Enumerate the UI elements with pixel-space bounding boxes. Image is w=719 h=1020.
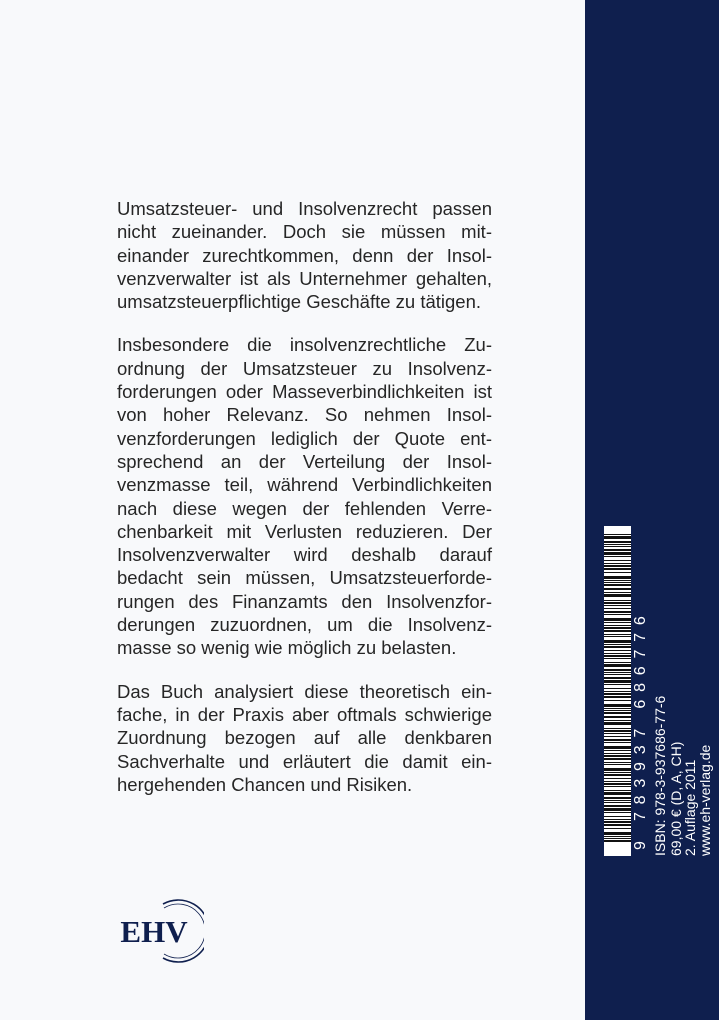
barcode-bar	[604, 622, 631, 623]
barcode-bar	[604, 712, 631, 714]
barcode-bar	[604, 790, 631, 791]
barcode-bar	[604, 800, 631, 801]
barcode-bar	[604, 828, 631, 829]
barcode-bar	[604, 625, 631, 626]
barcode-bar	[604, 840, 631, 842]
barcode-bar	[604, 688, 631, 689]
barcode-bar	[604, 614, 631, 615]
barcode-bar	[604, 739, 631, 741]
barcode-bar	[604, 704, 631, 707]
edition-text: 2. Auflage 2011	[682, 759, 698, 856]
barcode-bar	[604, 556, 631, 557]
barcode	[604, 526, 631, 856]
barcode-bar	[604, 658, 631, 659]
barcode-bar	[604, 693, 631, 695]
barcode-bar	[604, 627, 631, 629]
barcode-bar	[604, 684, 631, 685]
barcode-bar	[604, 650, 631, 651]
barcode-bar	[604, 653, 631, 654]
ehv-logo-icon	[108, 898, 204, 964]
barcode-bar	[604, 680, 631, 683]
barcode-bar	[604, 764, 631, 765]
barcode-bar	[604, 720, 631, 721]
barcode-bar	[604, 544, 631, 545]
barcode-bar	[604, 750, 631, 751]
barcode-bar	[604, 630, 631, 632]
blurb-text	[117, 197, 492, 816]
ehv-logo	[108, 898, 204, 964]
barcode-bar	[604, 640, 631, 643]
barcode-bar	[604, 552, 631, 555]
barcode-bar	[604, 646, 631, 648]
barcode-bar	[604, 655, 631, 657]
barcode-bar	[604, 588, 631, 590]
barcode-bar	[604, 618, 631, 621]
barcode-bar	[604, 808, 631, 811]
barcode-bar	[604, 746, 631, 749]
barcode-bar	[604, 634, 631, 635]
blurb-paragraph-2: Insbesondere die insolvenzrechtliche Zuordnung der Umsatzsteuer zu Insolvenzforderungen oder Masseverbindlichkeiten ist von hoher Relevanz. So nehmen Insolvenzforderungen lediglich der Quote entsprechend an der Verteilung der Insolvenzmasse teil, während Verbindlichkeiten nach diese wegen der fehlenden Verrechenbarkeit mit Verlusten reduzieren. Der Insolvenzverwalter wird deshalb darauf bedacht sein müssen, Umsatzsteuerforderungen des Finanzamts den Insolvenzforderungen zuzuordnen, um die Insolvenzmasse so wenig wie möglich zu belasten.	[117, 334, 492, 659]
barcode-bar	[604, 774, 631, 776]
barcode-bar	[604, 592, 631, 593]
barcode-bar	[604, 549, 631, 551]
barcode-bar	[604, 812, 631, 813]
website-text: www.eh-verlag.de	[697, 744, 713, 856]
barcode-bar	[604, 594, 631, 597]
barcode-bar	[604, 816, 631, 817]
barcode-bar	[604, 580, 631, 581]
barcode-bar	[604, 636, 631, 637]
barcode-bar	[604, 722, 631, 725]
barcode-bar	[604, 563, 631, 564]
barcode-bar	[604, 778, 631, 779]
barcode-bar	[604, 824, 631, 826]
barcode-digits: 9 783937 686776	[632, 608, 649, 850]
barcode-bar	[604, 730, 631, 732]
barcode-bar	[604, 832, 631, 835]
barcode-bar	[604, 700, 631, 701]
blurb-paragraph-3: Das Buch analysiert diese theoretisch einfache, in der Praxis aber oftmals schwierige Zuordnung bezogen auf alle denkbaren Sachverhalte und erläutert die damit einhergehenden Chancen und Risiken.	[117, 680, 492, 795]
barcode-bar	[604, 541, 631, 543]
barcode-bar	[604, 728, 631, 729]
barcode-bar	[604, 755, 631, 757]
barcode-bar	[604, 838, 631, 839]
barcode-bar	[604, 708, 631, 709]
barcode-bar	[604, 662, 631, 663]
barcode-bar	[604, 691, 631, 692]
barcode-bar	[604, 696, 631, 698]
barcode-bar	[604, 674, 631, 675]
spine-panel	[585, 0, 719, 1020]
barcode-bar	[604, 786, 631, 787]
barcode-bar	[604, 534, 631, 535]
barcode-bar	[604, 802, 631, 803]
barcode-bar	[604, 644, 631, 645]
barcode-bar	[604, 758, 631, 760]
barcode-bar	[604, 792, 631, 795]
barcode-bar	[604, 602, 631, 604]
barcode-bar	[604, 664, 631, 667]
barcode-bar	[604, 572, 631, 573]
book-info-block	[604, 526, 713, 856]
barcode-bar	[604, 677, 631, 679]
barcode-bar	[604, 568, 631, 570]
barcode-bar	[604, 821, 631, 823]
barcode-bar	[604, 783, 631, 785]
blurb-paragraph-1: Umsatzsteuer- und Insolvenzrecht passen nicht zueinander. Doch sie müssen miteinander zurechtkommen, denn der Insolvenzverwalter ist als Unternehmer gehalten, umsatzsteuerpflichtige Geschäfte zu tätigen.	[117, 198, 492, 313]
barcode-bar	[604, 565, 631, 567]
barcode-bar	[604, 672, 631, 673]
barcode-bar	[604, 753, 631, 754]
barcode-bar	[604, 733, 631, 734]
barcode-bar	[604, 710, 631, 711]
barcode-bar	[604, 772, 631, 773]
barcode-bar	[604, 762, 631, 763]
barcode-bar	[604, 600, 631, 601]
barcode-bar	[604, 768, 631, 771]
barcode-bar	[604, 546, 631, 547]
barcode-bar	[604, 584, 631, 586]
barcode-bar	[604, 736, 631, 737]
barcode-bar	[604, 819, 631, 820]
barcode-bar	[604, 611, 631, 613]
barcode-bar	[604, 805, 631, 807]
barcode-bar	[604, 536, 631, 539]
barcode-bar	[604, 582, 631, 583]
logo-text: EHV	[120, 914, 188, 949]
barcode-bars-icon	[604, 526, 631, 856]
isbn-text: ISBN: 978-3-937686-77-6	[652, 695, 668, 856]
barcode-bar	[604, 669, 631, 671]
barcode-bar	[604, 608, 631, 609]
barcode-bar	[604, 716, 631, 718]
barcode-bar	[604, 797, 631, 799]
barcode-bar	[604, 742, 631, 743]
barcode-bar	[604, 836, 631, 837]
barcode-bar	[604, 781, 631, 782]
barcode-bar	[604, 560, 631, 561]
barcode-bar	[604, 576, 631, 579]
barcode-bar	[604, 605, 631, 606]
price-text: 69,00 € (D, A, CH)	[668, 741, 684, 856]
